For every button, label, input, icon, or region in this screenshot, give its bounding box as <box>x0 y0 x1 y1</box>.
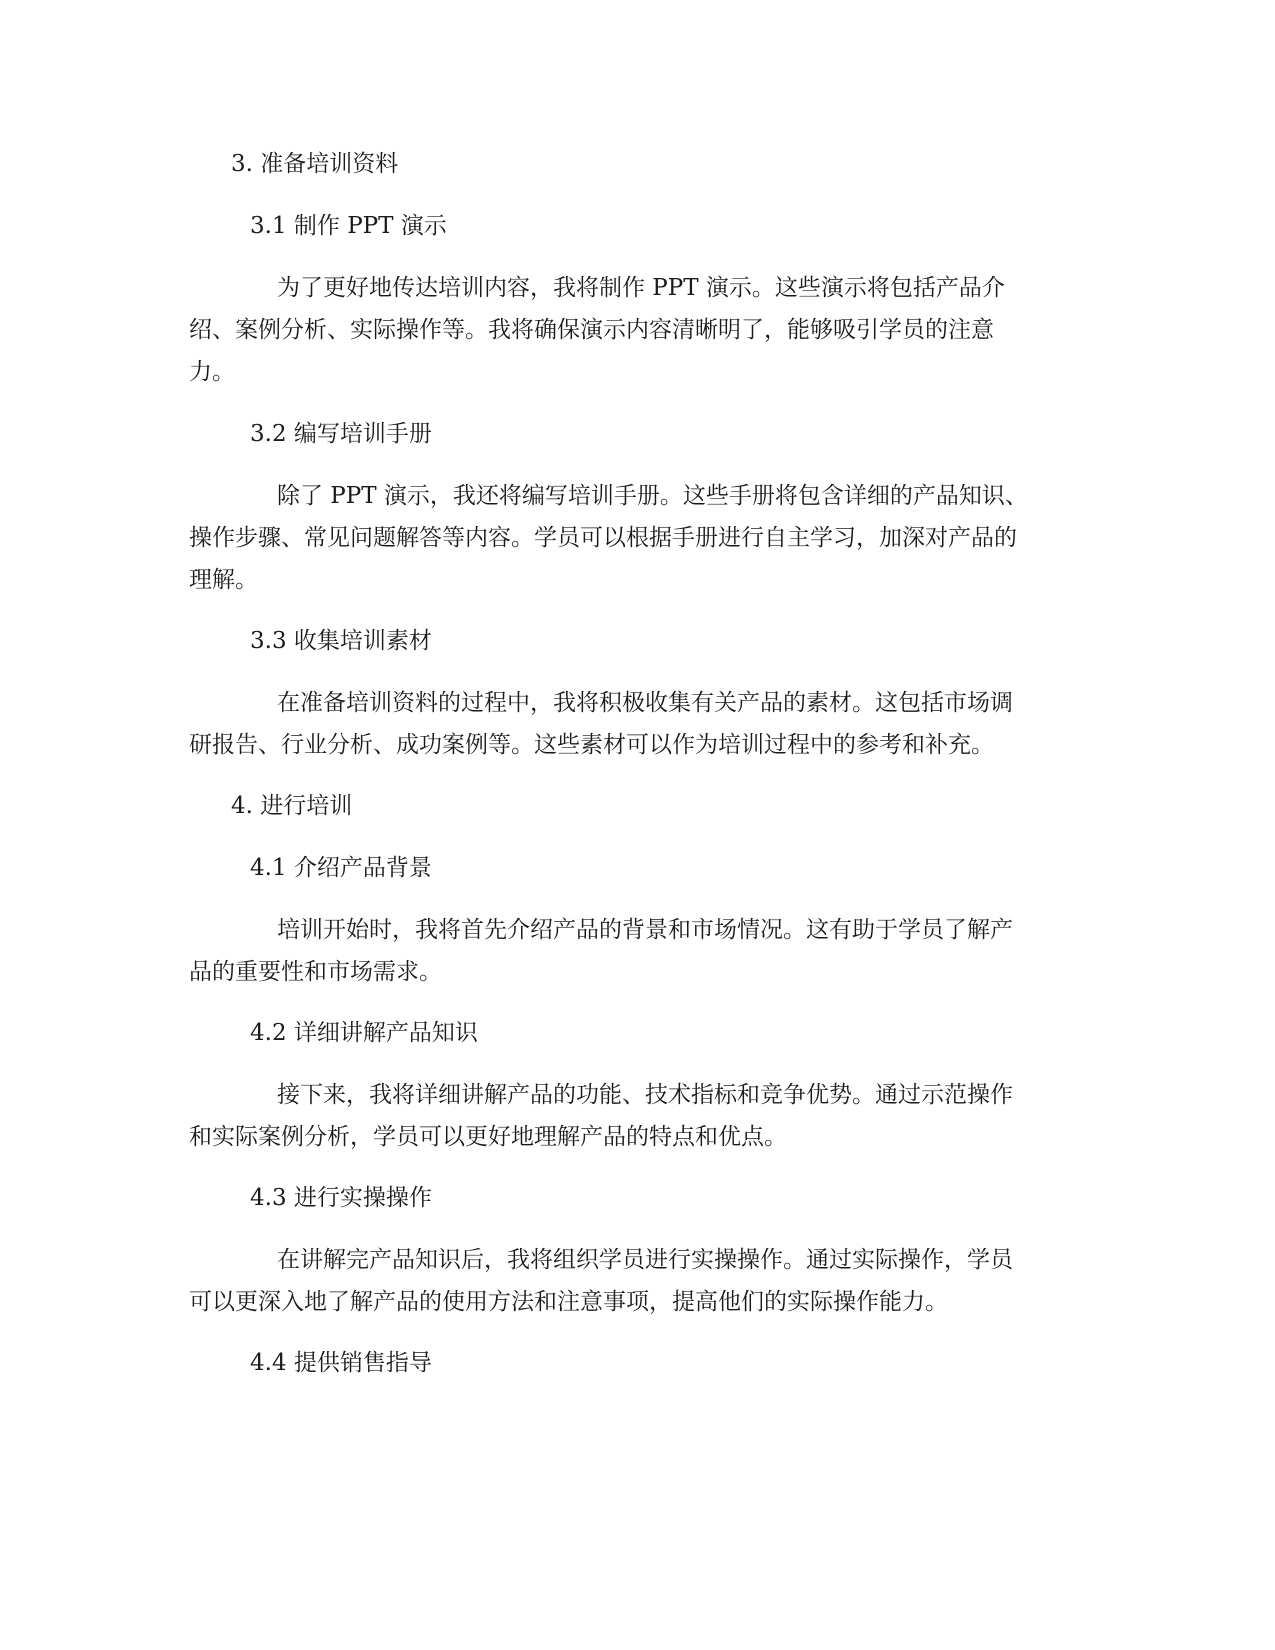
paragraph-line: 可以更深入地了解产品的使用方法和注意事项，提高他们的实际操作能力。 <box>189 1289 948 1315</box>
paragraph-line: 操作步骤、常见问题解答等内容。学员可以根据手册进行自主学习，加深对产品的 <box>189 525 1017 551</box>
subsection-heading-3-2: 3.2 编写培训手册 <box>250 421 432 447</box>
subsection-heading-4-4: 4.4 提供销售指导 <box>250 1350 432 1376</box>
paragraph-line: 在准备培训资料的过程中，我将积极收集有关产品的素材。这包括市场调 <box>277 690 1013 716</box>
paragraph-line: 培训开始时，我将首先介绍产品的背景和市场情况。这有助于学员了解产 <box>277 917 1013 943</box>
paragraph-line: 和实际案例分析，学员可以更好地理解产品的特点和优点。 <box>189 1124 787 1150</box>
paragraph-line: 在讲解完产品知识后，我将组织学员进行实操操作。通过实际操作，学员 <box>277 1247 1013 1273</box>
subsection-heading-3-3: 3.3 收集培训素材 <box>250 628 432 654</box>
subsection-heading-3-1: 3.1 制作 PPT 演示 <box>250 213 447 239</box>
paragraph-line: 理解。 <box>189 567 258 593</box>
paragraph-line: 品的重要性和市场需求。 <box>189 959 442 985</box>
paragraph-line: 绍、案例分析、实际操作等。我将确保演示内容清晰明了，能够吸引学员的注意 <box>189 317 994 343</box>
paragraph-line: 为了更好地传达培训内容，我将制作 PPT 演示。这些演示将包括产品介 <box>277 275 1005 301</box>
section-heading-4: 4. 进行培训 <box>231 793 353 819</box>
section-heading-3: 3. 准备培训资料 <box>231 151 399 177</box>
paragraph-line: 力。 <box>189 359 235 385</box>
subsection-heading-4-3: 4.3 进行实操操作 <box>250 1185 432 1211</box>
paragraph-line: 研报告、行业分析、成功案例等。这些素材可以作为培训过程中的参考和补充。 <box>189 732 994 758</box>
paragraph-line: 除了 PPT 演示，我还将编写培训手册。这些手册将包含详细的产品知识、 <box>277 483 1028 509</box>
subsection-heading-4-2: 4.2 详细讲解产品知识 <box>250 1020 478 1046</box>
subsection-heading-4-1: 4.1 介绍产品背景 <box>250 855 432 881</box>
paragraph-line: 接下来，我将详细讲解产品的功能、技术指标和竞争优势。通过示范操作 <box>277 1082 1013 1108</box>
